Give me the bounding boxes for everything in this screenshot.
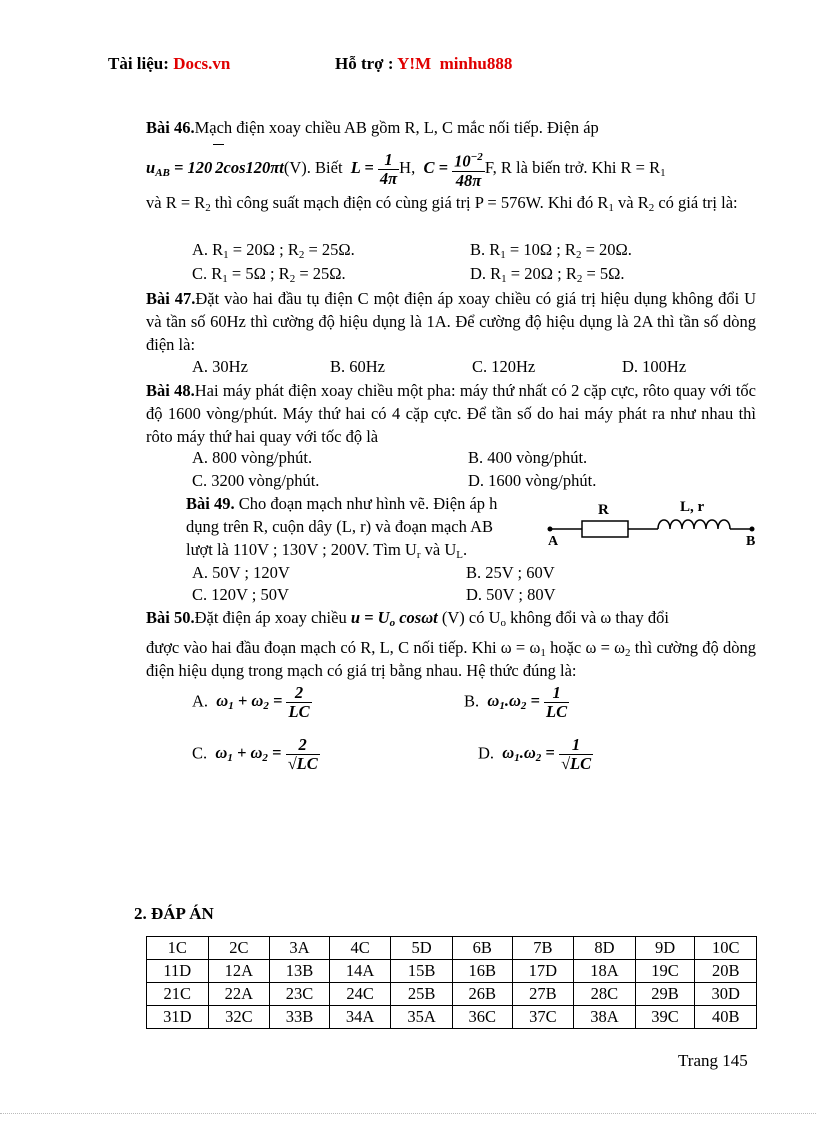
answer-cell: 9D bbox=[635, 937, 695, 960]
answer-cell: 39C bbox=[635, 1006, 695, 1029]
question-47 bbox=[146, 287, 756, 356]
table-row bbox=[147, 1006, 757, 1029]
label-b: B bbox=[746, 534, 756, 549]
question-49-label: Bài 49. bbox=[186, 494, 235, 513]
answer-cell: 17D bbox=[512, 960, 574, 983]
answer-cell: 34A bbox=[329, 1006, 391, 1029]
q49-option-d[interactable]: D. 50V ; 80V bbox=[466, 585, 556, 604]
answer-cell: 1C bbox=[147, 937, 209, 960]
answer-cell: 35A bbox=[391, 1006, 453, 1029]
formula-uab: $u_{AB} = 120$ 2cos120πt bbox=[146, 158, 284, 177]
q50-option-c[interactable]: C. $\omega_1 + \omega_2$ = $\frac{2}{√LC}$ bbox=[192, 735, 318, 773]
question-46-text2: và $R = R_2$ thì công suất mạch điện có cùng giá trị P = 576W. Khi đó $R_1$ và $R_2$ có giá trị là: bbox=[146, 193, 738, 214]
answer-cell: 30D bbox=[695, 983, 757, 1006]
node-a bbox=[548, 527, 553, 532]
circuit-diagram bbox=[540, 495, 765, 550]
q48-option-a[interactable]: A. 800 vòng/phút. bbox=[192, 448, 313, 467]
table-row bbox=[147, 983, 757, 1006]
answers-table bbox=[146, 936, 757, 1029]
q49-option-a[interactable]: A. 50V ; 120V bbox=[192, 563, 290, 582]
question-46-label: Bài 46. bbox=[146, 118, 195, 137]
answer-cell: 6B bbox=[452, 937, 512, 960]
question-47-label: Bài 47. bbox=[146, 289, 196, 308]
answer-cell: 3A bbox=[270, 937, 330, 960]
question-49-line1: Bài 49. Cho đoạn mạch như hình vẽ. Điện áp h bbox=[186, 494, 498, 513]
answer-cell: 7B bbox=[512, 937, 574, 960]
question-46-formula-line: $u_{AB} = 120$ 2cos120πt(V). Biết L = $\frac{1}{4\pi}$ H, C = $\frac{10^{-2}}{48\pi}$ F, R là biến trở. Khi $R = R_1$ bbox=[146, 144, 666, 190]
fraction-l: $\frac{1}{4\pi}$ bbox=[379, 149, 398, 188]
q48-option-b[interactable]: B. 400 vòng/phút. bbox=[468, 448, 588, 467]
answer-cell: 18A bbox=[574, 960, 636, 983]
answer-cell: 14A bbox=[329, 960, 391, 983]
page-header: Tài liệu: Docs.vn bbox=[108, 54, 231, 73]
q47-option-b[interactable]: B. 60Hz bbox=[330, 357, 385, 376]
table-row bbox=[147, 937, 757, 960]
q49-option-b[interactable]: B. 25V ; 60V bbox=[466, 563, 555, 582]
answer-cell: 10C bbox=[695, 937, 757, 960]
answers-title: 2. ĐÁP ÁN bbox=[134, 904, 214, 923]
answer-cell: 16B bbox=[452, 960, 512, 983]
question-49-line2: dụng trên R, cuộn dây (L, r) và đoạn mạch AB bbox=[186, 517, 494, 536]
answer-cell: 13B bbox=[270, 960, 330, 983]
q50-option-b[interactable]: B. $\omega_1.\omega_2$ = $\frac{1}{LC}$ bbox=[464, 683, 568, 721]
answer-cell: 31D bbox=[147, 1006, 209, 1029]
question-50-text: được vào hai đầu đoạn mạch có R, L, C nối tiếp. Khi $\omega = \omega_1$ hoặc $\omega = \omega_2$ thì cường độ dòng điện hiệu dụng trong mạch có giá trị bằng nhau. Hệ thức đúng là: bbox=[146, 638, 756, 680]
answer-cell: 4C bbox=[329, 937, 391, 960]
q47-option-a[interactable]: A. 30Hz bbox=[192, 357, 248, 376]
q48-option-c[interactable]: C. 3200 vòng/phút. bbox=[192, 471, 320, 490]
answer-cell: 19C bbox=[635, 960, 695, 983]
formula-l: L = bbox=[350, 158, 374, 177]
label-lr: L, r bbox=[680, 499, 705, 515]
answer-cell: 23C bbox=[270, 983, 330, 1006]
q46-option-b[interactable]: B. $R_1 = 10\Omega$ ; $R_2 = 20\Omega$. bbox=[470, 240, 632, 261]
answer-cell: 2C bbox=[208, 937, 270, 960]
answer-cell: 24C bbox=[329, 983, 391, 1006]
fraction-c: $\frac{10^{-2}}{48\pi}$ bbox=[452, 148, 485, 190]
answer-cell: 36C bbox=[452, 1006, 512, 1029]
answer-cell: 22A bbox=[208, 983, 270, 1006]
support-im: Y!M bbox=[397, 54, 432, 73]
q47-option-d[interactable]: D. 100Hz bbox=[622, 357, 687, 376]
answer-cell: 40B bbox=[695, 1006, 757, 1029]
formula-c: C = bbox=[423, 158, 449, 177]
coil bbox=[658, 520, 730, 529]
q50-option-a[interactable]: A. $\omega_1 + \omega_2$ = $\frac{2}{LC}$ bbox=[192, 683, 310, 721]
support-label: Hỗ trợ bbox=[335, 54, 384, 73]
unit-f: F, R là biến trở. Khi R = R bbox=[484, 158, 661, 177]
answer-cell: 15B bbox=[391, 960, 453, 983]
question-50-line1: Bài 50.Đặt điện áp xoay chiều $u = U_o$ cosωt (V) có $U_o$ không đổi và ω thay đổi bbox=[146, 608, 670, 629]
question-48 bbox=[146, 379, 756, 448]
doc-site-link[interactable]: Docs.vn bbox=[173, 54, 231, 73]
q50-option-d[interactable]: D. $\omega_1.\omega_2$ = $\frac{1}{√LC}$ bbox=[478, 735, 592, 773]
unit-h: H, bbox=[399, 158, 416, 177]
question-47-text: Đặt vào hai đầu tụ điện C một điện áp xoay chiều có giá trị hiệu dụng không đổi U và tần số 60Hz thì cường độ hiệu dụng là 1A. Để cường độ hiệu dụng là 2A thì tần số dòng điện là: bbox=[146, 289, 756, 354]
answer-cell: 8D bbox=[574, 937, 636, 960]
page-number: Trang 145 bbox=[678, 1051, 748, 1070]
answer-cell: 20B bbox=[695, 960, 757, 983]
answer-cell: 26B bbox=[452, 983, 512, 1006]
answer-cell: 37C bbox=[512, 1006, 574, 1029]
support-id[interactable]: minhu888 bbox=[439, 54, 513, 73]
answer-cell: 12A bbox=[208, 960, 270, 983]
answer-cell: 32C bbox=[208, 1006, 270, 1029]
question-48-label: Bài 48. bbox=[146, 381, 195, 400]
answer-cell: 25B bbox=[391, 983, 453, 1006]
table-row bbox=[147, 960, 757, 983]
doc-label: Tài liệu bbox=[108, 54, 164, 73]
answer-cell: 28C bbox=[574, 983, 636, 1006]
q46-option-d[interactable]: D. $R_1 = 20\Omega$ ; $R_2 = 5\Omega$. bbox=[470, 264, 625, 285]
q47-option-c[interactable]: C. 120Hz bbox=[472, 357, 536, 376]
question-46-line1 bbox=[146, 116, 756, 139]
answer-cell: 21C bbox=[147, 983, 209, 1006]
q48-option-d[interactable]: D. 1600 vòng/phút. bbox=[468, 471, 597, 490]
resistor bbox=[582, 521, 628, 537]
formula-u: $u = U_o$ cosωt bbox=[350, 608, 438, 629]
answer-cell: 5D bbox=[391, 937, 453, 960]
page-bottom-divider bbox=[0, 1113, 816, 1114]
answer-cell: 27B bbox=[512, 983, 574, 1006]
node-b bbox=[750, 527, 755, 532]
answer-cell: 29B bbox=[635, 983, 695, 1006]
answer-cell: 33B bbox=[270, 1006, 330, 1029]
q46-option-a[interactable]: A. $R_1 = 20\Omega$ ; $R_2 = 25\Omega$. bbox=[192, 240, 355, 261]
answer-cell: 38A bbox=[574, 1006, 636, 1029]
q46-option-c[interactable]: C. $R_1 = 5\Omega$ ; $R_2 = 25\Omega$. bbox=[192, 264, 346, 285]
answer-cell: 11D bbox=[147, 960, 209, 983]
question-49-line3: lượt là 110V ; 130V ; 200V. Tìm $U_r$ và $U_L$. bbox=[186, 540, 468, 561]
unit-v: (V). Biết bbox=[283, 158, 343, 177]
question-50-label: Bài 50. bbox=[146, 608, 195, 627]
label-a: A bbox=[548, 534, 559, 549]
support-header: Hỗ trợ : Y!M minhu888 bbox=[335, 54, 513, 73]
question-46-text1: Mạch điện xoay chiều AB gồm R, L, C mắc nối tiếp. Điện áp bbox=[194, 118, 599, 137]
q49-option-c[interactable]: C. 120V ; 50V bbox=[192, 585, 289, 604]
label-r: R bbox=[598, 502, 609, 518]
question-48-text: Hai máy phát điện xoay chiều một pha: máy thứ nhất có 2 cặp cực, rôto quay với tốc độ 1600 vòng/phút. Máy thứ hai có 4 cặp cực. Để tần số do hai máy phát ra như nhau thì rôto máy thứ hai quay với tốc độ là bbox=[146, 381, 757, 446]
